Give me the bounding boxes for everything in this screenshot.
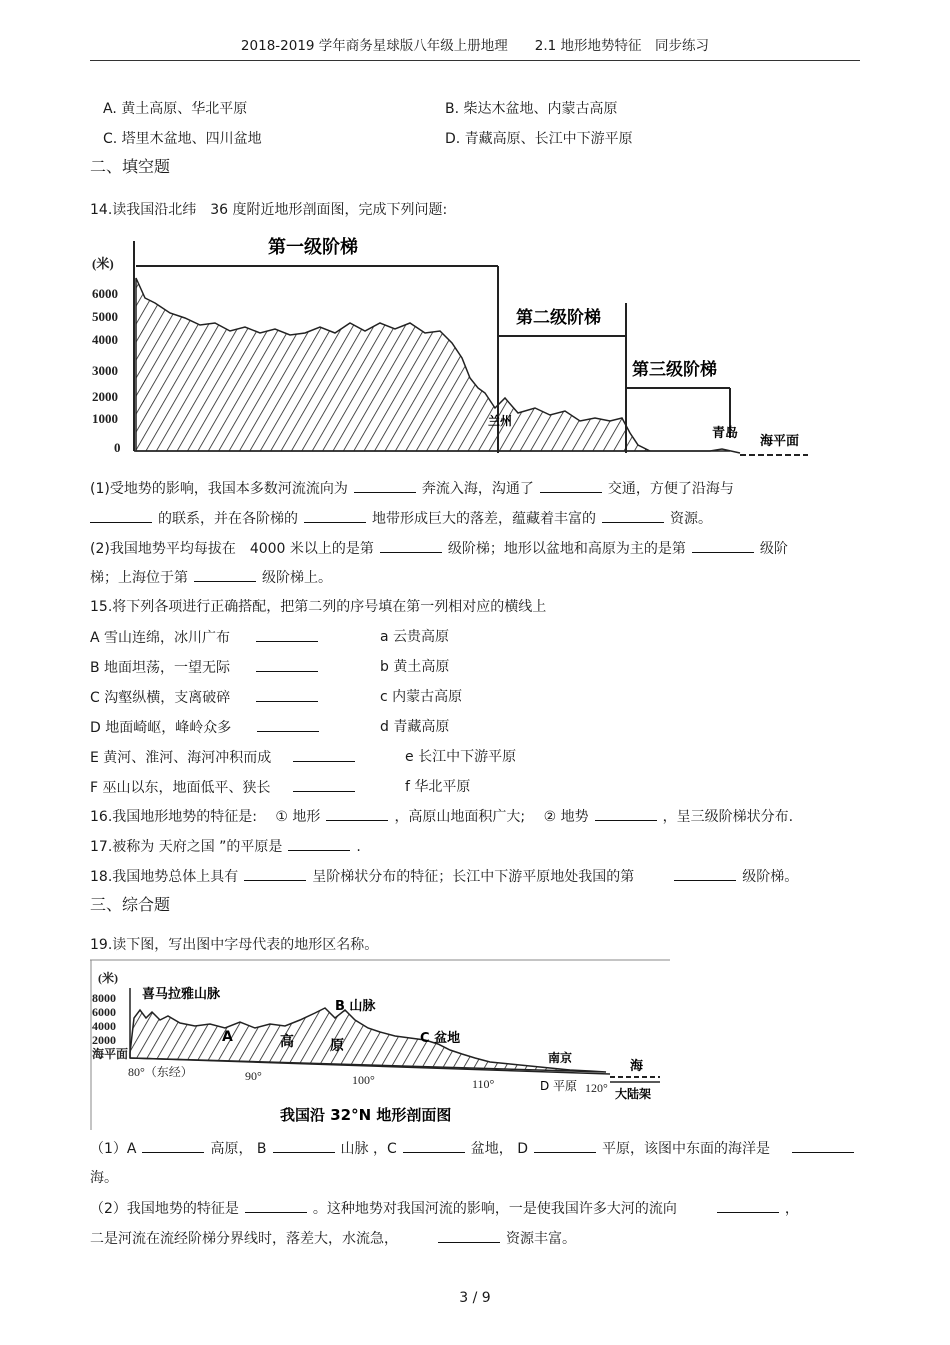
answer-blank[interactable] — [293, 747, 355, 762]
answer-blank[interactable] — [244, 866, 306, 881]
answer-blank[interactable] — [595, 806, 657, 821]
q16: 16.我国地形地势的特征是: ① 地形 ，高原山地面积广大; ② 地势 ，呈三级阶梯状分布. — [90, 806, 793, 827]
qingdao-label: 青岛 — [712, 426, 739, 441]
page-header: 2018-2019 学年商务星球版八年级上册地理 2.1 地形地势特征 同步练习 — [90, 32, 860, 61]
unit-label: (米) — [92, 256, 114, 271]
svg-text:6000: 6000 — [92, 1005, 116, 1019]
q15-row-a: A 雪山连绵，冰川广布 — [90, 627, 324, 648]
a-label: A — [222, 1029, 233, 1045]
q19-part1-line2: 海。 — [90, 1170, 118, 1186]
answer-blank[interactable] — [288, 836, 350, 851]
answer-blank[interactable] — [90, 508, 152, 523]
q15-option-a: a 云贵高原 — [380, 629, 450, 645]
sea-level-label: 海平面 — [760, 434, 800, 449]
x-tick: 120° — [585, 1081, 608, 1095]
q19-title: 19.读下图，写出图中字母代表的地形区名称。 — [90, 937, 379, 953]
option-a: A. 黄土高原、华北平原 — [103, 101, 248, 117]
answer-blank[interactable] — [194, 567, 256, 582]
unit-label: (米) — [98, 971, 118, 985]
svg-text:4000: 4000 — [92, 332, 118, 347]
q19-part1-line1: （1）A 高原， B 山脉 ，C 盆地， D 平原，该图中东面的海洋是 — [90, 1138, 860, 1159]
svg-text:5000: 5000 — [92, 309, 118, 324]
step2-label: 第二级阶梯 — [516, 308, 601, 328]
terrain-profile-36n — [90, 223, 810, 463]
himalaya-label: 喜马拉雅山脉 — [142, 987, 221, 1002]
x-tick: 80°（东经） — [128, 1065, 193, 1079]
svg-text:2000: 2000 — [92, 389, 118, 404]
x-tick: 90° — [245, 1069, 262, 1083]
answer-blank[interactable] — [245, 1198, 307, 1213]
q15-title: 15.将下列各项进行正确搭配，把第二列的序号填在第一列相对应的横线上 — [90, 599, 547, 615]
svg-text:4000: 4000 — [92, 1019, 116, 1033]
answer-blank[interactable] — [692, 538, 754, 553]
svg-text:8000: 8000 — [92, 991, 116, 1005]
q14-title: 14.读我国沿北纬 36 度附近地形剖面图，完成下列问题: — [90, 202, 448, 218]
d-plain-label: D 平原 — [540, 1079, 578, 1093]
c-basin-label: C 盆地 — [420, 1031, 461, 1046]
answer-blank[interactable] — [256, 627, 318, 642]
option-d: D. 青藏高原、长江中下游平原 — [445, 131, 633, 147]
answer-blank[interactable] — [304, 508, 366, 523]
option-b: B. 柴达木盆地、内蒙古高原 — [445, 101, 618, 117]
q15-row-c: C 沟壑纵横，支离破碎 — [90, 687, 324, 708]
svg-text:6000: 6000 — [92, 286, 118, 301]
answer-blank[interactable] — [792, 1138, 854, 1153]
answer-blank[interactable] — [438, 1228, 500, 1243]
q15-option-d: d 青藏高原 — [380, 719, 450, 735]
q15-option-c: c 内蒙古高原 — [380, 689, 463, 705]
answer-blank[interactable] — [256, 687, 318, 702]
q14-part2-line2: 梯；上海位于第 级阶梯上。 — [90, 567, 332, 588]
step3-label: 第三级阶梯 — [632, 360, 717, 380]
step1-label: 第一级阶梯 — [268, 237, 358, 258]
b-mountain-label: B 山脉 — [335, 999, 376, 1014]
nanjing-label: 南京 — [548, 1051, 573, 1065]
shelf-label: 大陆架 — [615, 1087, 652, 1101]
q15-row-f: F 巫山以东，地面低平、狭长 — [90, 777, 361, 798]
x-tick: 110° — [472, 1077, 495, 1091]
q17: 17.被称为 天府之国 ”的平原是 . — [90, 836, 361, 857]
q15-option-f: f 华北平原 — [405, 779, 471, 795]
lanzhou-label: 兰州 — [488, 414, 513, 428]
answer-blank[interactable] — [674, 866, 736, 881]
gao-label: 高 — [280, 1034, 294, 1050]
q15-option-b: b 黄土高原 — [380, 659, 450, 675]
svg-text:3000: 3000 — [92, 363, 118, 378]
answer-blank[interactable] — [380, 538, 442, 553]
section-heading-composite: 三、综合题 — [90, 895, 171, 914]
sea-level-label: 海平面 — [92, 1047, 129, 1061]
answer-blank[interactable] — [540, 478, 602, 493]
answer-blank[interactable] — [403, 1138, 465, 1153]
q18: 18.我国地势总体上具有 呈阶梯状分布的特征；长江中下游平原地处我国的第 级阶梯。 — [90, 866, 798, 887]
terrain-profile-32n — [90, 958, 670, 1133]
answer-blank[interactable] — [717, 1198, 779, 1213]
svg-text:0: 0 — [114, 440, 121, 455]
answer-blank[interactable] — [273, 1138, 335, 1153]
q14-part1-line2: 的联系，并在各阶梯的 地带形成巨大的落差，蕴藏着丰富的 资源。 — [90, 508, 712, 529]
answer-blank[interactable] — [354, 478, 416, 493]
q15-row-e: E 黄河、淮河、海河冲积而成 — [90, 747, 361, 768]
option-c: C. 塔里木盆地、四川盆地 — [103, 131, 262, 147]
q14-part2-line1: (2)我国地势平均每拔在 4000 米以上的是第 级阶梯；地形以盆地和高原为主的是第 级阶 — [90, 538, 788, 559]
answer-blank[interactable] — [142, 1138, 204, 1153]
svg-text:1000: 1000 — [92, 411, 118, 426]
svg-text:2000: 2000 — [92, 1033, 116, 1047]
answer-blank[interactable] — [256, 657, 318, 672]
q15-row-b: B 地面坦荡，一望无际 — [90, 657, 324, 678]
answer-blank[interactable] — [257, 717, 319, 732]
q14-part1-line1: (1)受地势的影响，我国本多数河流流向为 奔流入海，沟通了 交通，方便了沿海与 — [90, 478, 734, 499]
answer-blank[interactable] — [602, 508, 664, 523]
section-heading-fill: 二、填空题 — [90, 157, 171, 176]
q19-part2-line2: 二是河流在流经阶梯分界线时，落差大，水流急， 资源丰富。 — [90, 1228, 576, 1249]
answer-blank[interactable] — [293, 777, 355, 792]
answer-blank[interactable] — [326, 806, 388, 821]
x-tick: 100° — [352, 1073, 375, 1087]
sea-label: 海 — [630, 1059, 644, 1074]
q15-row-d: D 地面崎岖，峰岭众多 — [90, 717, 325, 738]
yuan-label: 原 — [330, 1038, 344, 1054]
figure-caption: 我国沿 32°N 地形剖面图 — [280, 1106, 452, 1124]
answer-blank[interactable] — [534, 1138, 596, 1153]
q15-option-e: e 长江中下游平原 — [405, 749, 517, 765]
q19-part2-line1: （2）我国地势的特征是 。这种地势对我国河流的影响，一是使我国许多大河的流向 ， — [90, 1198, 799, 1219]
page-number: 3 / 9 — [459, 1290, 491, 1306]
